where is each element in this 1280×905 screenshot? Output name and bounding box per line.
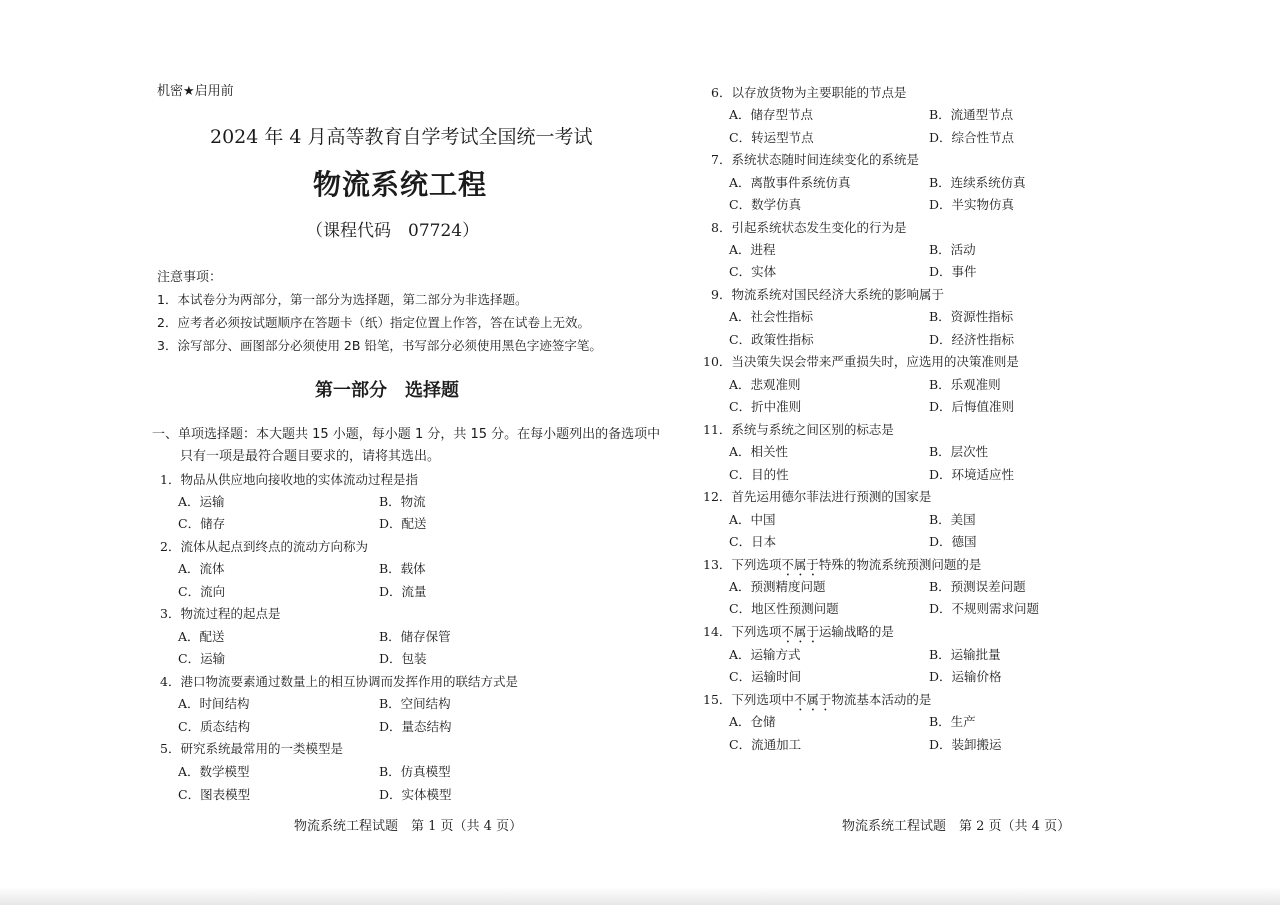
question-stem: 5．研究系统最常用的一类模型是 — [160, 741, 343, 756]
option-a: A．时间结构 — [178, 696, 250, 711]
option-c: C．流通加工 — [729, 737, 802, 752]
option-d: D．流量 — [379, 584, 427, 599]
option-a: A．流体 — [178, 561, 225, 576]
option-d: D．环境适应性 — [929, 467, 1015, 482]
option-a: A．运输 — [178, 494, 225, 509]
option-a: A．离散事件系统仿真 — [729, 175, 851, 190]
stem-text: 13．下列选项 — [703, 557, 782, 572]
question-stem: 12．首先运用德尔菲法进行预测的国家是 — [703, 489, 932, 504]
option-a: A．社会性指标 — [729, 309, 814, 324]
option-a: A．运输方式 — [729, 647, 801, 662]
question-stem: 3．物流过程的起点是 — [160, 606, 281, 621]
option-c: C．转运型节点 — [729, 130, 814, 145]
option-b: B．空间结构 — [379, 696, 451, 711]
option-c: C．地区性预测问题 — [729, 601, 839, 616]
notice-item: 1．本试卷分为两部分，第一部分为选择题，第二部分为非选择题。 — [157, 292, 528, 307]
option-d: D．事件 — [929, 264, 977, 279]
option-b: B．流通型节点 — [929, 107, 1014, 122]
option-b: B．乐观准则 — [929, 377, 1001, 392]
option-c: C．流向 — [178, 584, 226, 599]
option-d: D．德国 — [929, 534, 977, 549]
option-a: A．配送 — [178, 629, 225, 644]
scan-edge — [0, 887, 1280, 905]
option-d: D．实体模型 — [379, 787, 452, 802]
question-stem: 11．系统与系统之间区别的标志是 — [703, 422, 894, 437]
option-c: C．实体 — [729, 264, 777, 279]
option-b: B．连续系统仿真 — [929, 175, 1026, 190]
option-a: A．相关性 — [729, 444, 789, 459]
option-d: D．包装 — [379, 651, 427, 666]
notice-item: 3．涂写部分、画图部分必须使用 2B 铅笔，书写部分必须使用黑色字迹签字笔。 — [157, 338, 602, 353]
question-stem: 6．以存放货物为主要职能的节点是 — [711, 85, 907, 100]
option-d: D．运输价格 — [929, 669, 1002, 684]
option-a: A．储存型节点 — [729, 107, 814, 122]
option-b: B．运输批量 — [929, 647, 1001, 662]
option-b: B．物流 — [379, 494, 426, 509]
option-c: C．折中准则 — [729, 399, 802, 414]
question-stem — [703, 690, 931, 714]
stem-text: 运输战略的是 — [818, 624, 894, 639]
stem-text: 15．下列选项中 — [703, 692, 794, 707]
option-b: B．预测误差问题 — [929, 579, 1026, 594]
question-stem: 1．物品从供应地向接收地的实体流动过程是指 — [160, 472, 418, 487]
option-d: D．配送 — [379, 516, 427, 531]
option-c: C．运输时间 — [729, 669, 802, 684]
question-stem — [703, 555, 981, 579]
option-c: C．日本 — [729, 534, 777, 549]
option-d: D．装卸搬运 — [929, 737, 1002, 752]
option-d: D．后悔值准则 — [929, 399, 1015, 414]
option-a: A．仓储 — [729, 714, 776, 729]
question-stem: 9．物流系统对国民经济大系统的影响属于 — [711, 287, 944, 302]
option-b: B．仿真模型 — [379, 764, 451, 779]
option-b: B．层次性 — [929, 444, 989, 459]
option-c: C．图表模型 — [178, 787, 251, 802]
option-c: C．储存 — [178, 516, 226, 531]
notice-item: 2．应考者必须按试题顺序在答题卡（纸）指定位置上作答，答在试卷上无效。 — [157, 315, 590, 330]
option-c: C．运输 — [178, 651, 226, 666]
page-footer: 物流系统工程试题 第 1 页（共 4 页） — [294, 819, 523, 834]
stem-emphasis: 不属于 — [793, 692, 832, 707]
option-b: B．储存保管 — [379, 629, 451, 644]
exam-title: 2024 年 4 月高等教育自学考试全国统一考试 — [210, 126, 593, 148]
option-d: D．经济性指标 — [929, 332, 1015, 347]
subject-title: 物流系统工程 — [313, 168, 488, 201]
option-c: C．政策性指标 — [729, 332, 814, 347]
option-b: B．美国 — [929, 512, 976, 527]
option-d: D．半实物仿真 — [929, 197, 1015, 212]
page-footer: 物流系统工程试题 第 2 页（共 4 页） — [842, 819, 1071, 834]
option-a: A．预测精度问题 — [729, 579, 826, 594]
question-stem: 2．流体从起点到终点的流动方向称为 — [160, 539, 368, 554]
stem-text: 特殊的物流系统预测问题的是 — [818, 557, 982, 572]
option-b: B．生产 — [929, 714, 976, 729]
option-a: A．悲观准则 — [729, 377, 801, 392]
stem-text: 物流基本活动的是 — [831, 692, 932, 707]
notes-heading: 注意事项： — [157, 270, 223, 285]
question-stem: 10．当决策失误会带来严重损失时，应选用的决策准则是 — [703, 354, 1019, 369]
option-c: C．质态结构 — [178, 719, 251, 734]
stem-text: 14．下列选项 — [703, 624, 782, 639]
section-instruction: 只有一项是最符合题目要求的，请将其选出。 — [180, 449, 441, 464]
option-a: A．进程 — [729, 242, 776, 257]
question-stem: 7．系统状态随时间连续变化的系统是 — [711, 152, 919, 167]
option-d: D．不规则需求问题 — [929, 601, 1040, 616]
option-b: B．资源性指标 — [929, 309, 1014, 324]
section-instruction: 一、单项选择题：本大题共 15 小题，每小题 1 分，共 15 分。在每小题列出的备选项中 — [152, 427, 661, 442]
option-d: D．量态结构 — [379, 719, 452, 734]
option-c: C．目的性 — [729, 467, 789, 482]
option-d: D．综合性节点 — [929, 130, 1015, 145]
stem-emphasis: 不属于 — [781, 557, 819, 572]
part-title: 第一部分 选择题 — [315, 380, 459, 401]
option-c: C．数学仿真 — [729, 197, 802, 212]
option-a: A．数学模型 — [178, 764, 250, 779]
option-b: B．载体 — [379, 561, 426, 576]
question-stem: 4．港口物流要素通过数量上的相互协调而发挥作用的联结方式是 — [160, 674, 518, 689]
option-a: A．中国 — [729, 512, 776, 527]
course-code: （课程代码 07724） — [306, 221, 480, 241]
question-stem: 8．引起系统状态发生变化的行为是 — [711, 220, 907, 235]
stem-emphasis: 不属于 — [781, 624, 819, 639]
option-b: B．活动 — [929, 242, 976, 257]
confidential-label: 机密★启用前 — [157, 84, 234, 99]
question-stem — [703, 622, 894, 646]
